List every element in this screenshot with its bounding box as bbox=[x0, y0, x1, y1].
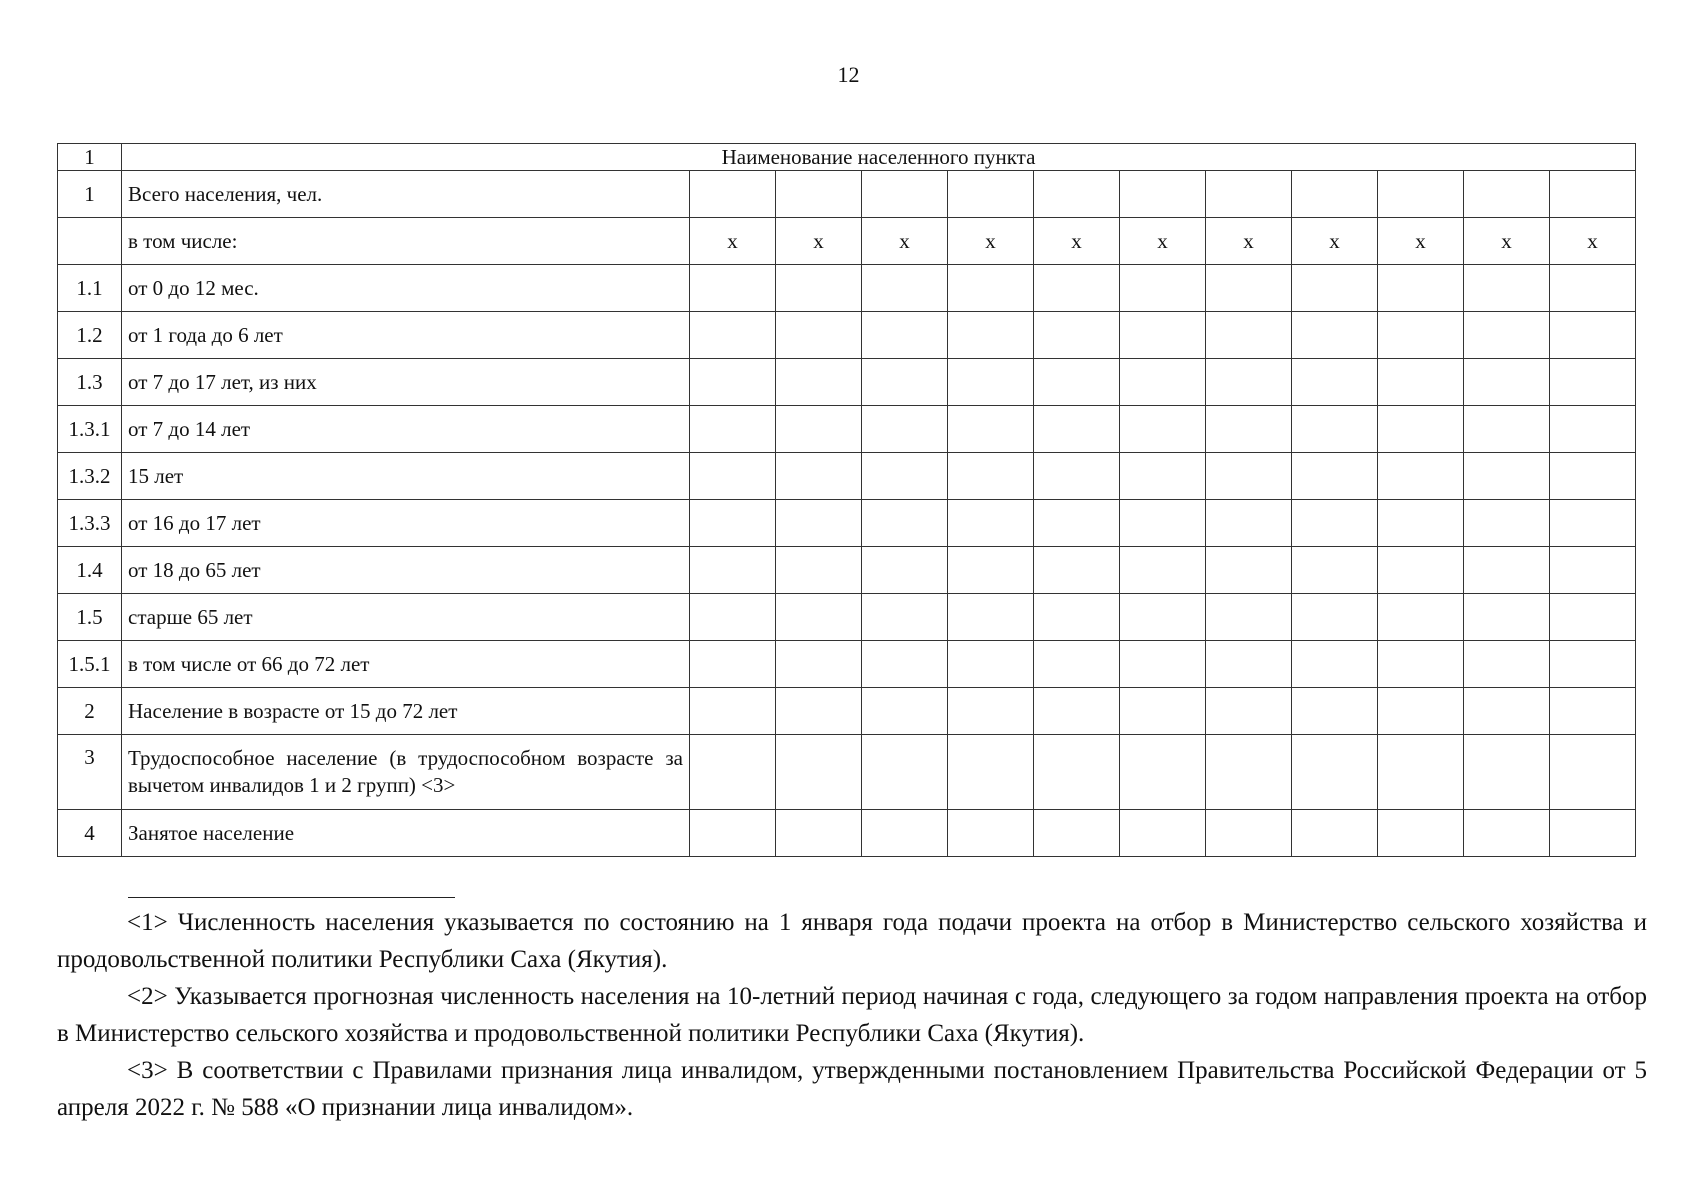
value-cell bbox=[1292, 810, 1378, 857]
value-cell bbox=[1292, 312, 1378, 359]
value-cell bbox=[1206, 547, 1292, 594]
value-cell bbox=[862, 406, 948, 453]
value-cell bbox=[1378, 359, 1464, 406]
value-cell bbox=[948, 359, 1034, 406]
header-num-cell: 1 bbox=[58, 144, 122, 171]
row-number-cell: 4 bbox=[58, 810, 122, 857]
value-cell bbox=[690, 359, 776, 406]
value-cell bbox=[862, 171, 948, 218]
value-cell bbox=[690, 688, 776, 735]
table-row bbox=[58, 500, 1636, 547]
value-cell bbox=[776, 594, 862, 641]
value-cell: х bbox=[1378, 218, 1464, 265]
row-number-cell: 1.5.1 bbox=[58, 641, 122, 688]
value-cell bbox=[948, 312, 1034, 359]
value-cell bbox=[1034, 406, 1120, 453]
value-cell bbox=[776, 406, 862, 453]
row-label-cell: в том числе от 66 до 72 лет bbox=[122, 641, 690, 688]
value-cell bbox=[1464, 641, 1550, 688]
table-row bbox=[58, 218, 1636, 265]
value-cell bbox=[1464, 500, 1550, 547]
value-cell bbox=[1206, 359, 1292, 406]
footnote-separator bbox=[128, 897, 455, 898]
table-row bbox=[58, 735, 1636, 810]
value-cell bbox=[862, 547, 948, 594]
row-number-cell: 2 bbox=[58, 688, 122, 735]
footnotes bbox=[57, 904, 1647, 1126]
value-cell bbox=[1550, 594, 1636, 641]
value-cell bbox=[862, 359, 948, 406]
value-cell bbox=[1120, 641, 1206, 688]
value-cell bbox=[948, 810, 1034, 857]
value-cell bbox=[776, 359, 862, 406]
value-cell bbox=[948, 688, 1034, 735]
value-cell bbox=[1464, 359, 1550, 406]
value-cell bbox=[1464, 594, 1550, 641]
footnote-3: <3> В соответствии с Правилами признания лица инвалидом, утвержденными постановлением Правительства Российской Федерации от 5 апреля 2022 г. № 588 «О признании лица инвалидом». bbox=[57, 1057, 1647, 1121]
value-cell bbox=[690, 265, 776, 312]
value-cell bbox=[1378, 688, 1464, 735]
footnote-1: <1> Численность населения указывается по состоянию на 1 января года подачи проекта на отбор в Министерство сельского хозяйства и продовольственной политики Республики Саха (Якутия). bbox=[57, 909, 1647, 973]
value-cell bbox=[1464, 735, 1550, 810]
value-cell bbox=[690, 594, 776, 641]
value-cell bbox=[1034, 453, 1120, 500]
value-cell bbox=[1464, 312, 1550, 359]
value-cell bbox=[1550, 453, 1636, 500]
value-cell bbox=[1120, 594, 1206, 641]
row-number-cell: 1.1 bbox=[58, 265, 122, 312]
value-cell bbox=[1292, 688, 1378, 735]
row-label-cell: Всего населения, чел. bbox=[122, 171, 690, 218]
value-cell: х bbox=[1206, 218, 1292, 265]
value-cell bbox=[862, 641, 948, 688]
value-cell bbox=[1550, 735, 1636, 810]
value-cell bbox=[1464, 810, 1550, 857]
value-cell bbox=[1206, 500, 1292, 547]
value-cell bbox=[1034, 547, 1120, 594]
value-cell bbox=[1464, 406, 1550, 453]
value-cell bbox=[948, 453, 1034, 500]
row-number-cell: 1.2 bbox=[58, 312, 122, 359]
value-cell bbox=[1378, 735, 1464, 810]
value-cell bbox=[1120, 453, 1206, 500]
population-table bbox=[57, 143, 1636, 857]
row-label-cell: старше 65 лет bbox=[122, 594, 690, 641]
footnote-2: <2> Указывается прогнозная численность населения на 10-летний период начиная с года, следующего за годом направления проекта на отбор в Министерство сельского хозяйства и продовольственной политики Республики Саха (Якутия). bbox=[57, 983, 1647, 1047]
value-cell bbox=[1292, 406, 1378, 453]
value-cell: х bbox=[862, 218, 948, 265]
row-number-cell: 1.3.3 bbox=[58, 500, 122, 547]
value-cell bbox=[1378, 810, 1464, 857]
table-row bbox=[58, 312, 1636, 359]
value-cell: х bbox=[1034, 218, 1120, 265]
value-cell bbox=[1292, 594, 1378, 641]
value-cell bbox=[1034, 265, 1120, 312]
value-cell bbox=[1292, 453, 1378, 500]
row-label-cell: Занятое население bbox=[122, 810, 690, 857]
value-cell bbox=[1464, 453, 1550, 500]
value-cell bbox=[1120, 171, 1206, 218]
table-row bbox=[58, 594, 1636, 641]
value-cell bbox=[1378, 406, 1464, 453]
value-cell bbox=[862, 688, 948, 735]
value-cell bbox=[1378, 171, 1464, 218]
row-label-cell: от 18 до 65 лет bbox=[122, 547, 690, 594]
value-cell bbox=[776, 265, 862, 312]
value-cell bbox=[1292, 171, 1378, 218]
value-cell bbox=[1292, 735, 1378, 810]
value-cell bbox=[690, 453, 776, 500]
table-row bbox=[58, 810, 1636, 857]
value-cell bbox=[862, 453, 948, 500]
value-cell bbox=[1550, 688, 1636, 735]
value-cell bbox=[1034, 688, 1120, 735]
row-label-cell: 15 лет bbox=[122, 453, 690, 500]
value-cell bbox=[1464, 171, 1550, 218]
row-label-cell: Трудоспособное население (в трудоспособном возрасте за вычетом инвалидов 1 и 2 групп) <3> bbox=[122, 735, 690, 810]
table-row bbox=[58, 265, 1636, 312]
value-cell bbox=[1034, 171, 1120, 218]
value-cell bbox=[1034, 810, 1120, 857]
row-number-cell: 1.4 bbox=[58, 547, 122, 594]
value-cell bbox=[862, 312, 948, 359]
table-row bbox=[58, 688, 1636, 735]
value-cell bbox=[862, 265, 948, 312]
value-cell bbox=[776, 735, 862, 810]
value-cell bbox=[1206, 735, 1292, 810]
value-cell bbox=[1206, 453, 1292, 500]
value-cell bbox=[948, 406, 1034, 453]
value-cell bbox=[1378, 500, 1464, 547]
value-cell bbox=[1292, 500, 1378, 547]
value-cell bbox=[1206, 265, 1292, 312]
row-number-cell bbox=[58, 218, 122, 265]
table-row bbox=[58, 641, 1636, 688]
value-cell bbox=[1550, 312, 1636, 359]
value-cell bbox=[1120, 810, 1206, 857]
value-cell bbox=[1550, 810, 1636, 857]
value-cell bbox=[1292, 641, 1378, 688]
value-cell bbox=[1120, 688, 1206, 735]
value-cell bbox=[1464, 265, 1550, 312]
value-cell bbox=[1120, 312, 1206, 359]
value-cell bbox=[690, 406, 776, 453]
value-cell bbox=[1292, 547, 1378, 594]
row-number-cell: 1.3.2 bbox=[58, 453, 122, 500]
value-cell bbox=[948, 641, 1034, 688]
value-cell bbox=[862, 500, 948, 547]
value-cell bbox=[1550, 500, 1636, 547]
value-cell bbox=[1120, 265, 1206, 312]
value-cell bbox=[1206, 312, 1292, 359]
value-cell bbox=[1464, 688, 1550, 735]
value-cell bbox=[1206, 688, 1292, 735]
value-cell bbox=[776, 453, 862, 500]
value-cell: х bbox=[1292, 218, 1378, 265]
value-cell bbox=[1206, 406, 1292, 453]
row-label-cell: в том числе: bbox=[122, 218, 690, 265]
row-label-cell: от 0 до 12 мес. bbox=[122, 265, 690, 312]
value-cell bbox=[1034, 500, 1120, 547]
table-row bbox=[58, 171, 1636, 218]
value-cell bbox=[948, 171, 1034, 218]
value-cell bbox=[776, 641, 862, 688]
value-cell bbox=[862, 594, 948, 641]
value-cell bbox=[1550, 406, 1636, 453]
row-label-cell: от 16 до 17 лет bbox=[122, 500, 690, 547]
table-row bbox=[58, 453, 1636, 500]
value-cell bbox=[1292, 265, 1378, 312]
value-cell bbox=[948, 265, 1034, 312]
value-cell bbox=[1292, 359, 1378, 406]
value-cell bbox=[1550, 265, 1636, 312]
value-cell bbox=[862, 735, 948, 810]
value-cell bbox=[1120, 547, 1206, 594]
value-cell bbox=[776, 547, 862, 594]
value-cell bbox=[1378, 641, 1464, 688]
value-cell: х bbox=[948, 218, 1034, 265]
value-cell bbox=[1550, 641, 1636, 688]
value-cell bbox=[948, 547, 1034, 594]
row-label-cell: Население в возрасте от 15 до 72 лет bbox=[122, 688, 690, 735]
value-cell bbox=[1206, 810, 1292, 857]
row-number-cell: 1.3.1 bbox=[58, 406, 122, 453]
value-cell bbox=[1464, 547, 1550, 594]
value-cell bbox=[1034, 312, 1120, 359]
table-header-row bbox=[58, 144, 1636, 171]
value-cell bbox=[690, 171, 776, 218]
value-cell bbox=[690, 735, 776, 810]
table-row bbox=[58, 359, 1636, 406]
value-cell bbox=[690, 547, 776, 594]
value-cell: х bbox=[1120, 218, 1206, 265]
value-cell bbox=[1034, 641, 1120, 688]
row-number-cell: 3 bbox=[58, 735, 122, 810]
value-cell: х bbox=[1550, 218, 1636, 265]
table-row bbox=[58, 547, 1636, 594]
value-cell bbox=[690, 312, 776, 359]
value-cell bbox=[1378, 547, 1464, 594]
value-cell: х bbox=[1464, 218, 1550, 265]
value-cell bbox=[1034, 735, 1120, 810]
value-cell bbox=[690, 500, 776, 547]
value-cell bbox=[1120, 406, 1206, 453]
value-cell bbox=[1120, 359, 1206, 406]
value-cell: х bbox=[776, 218, 862, 265]
value-cell bbox=[948, 500, 1034, 547]
table-row bbox=[58, 406, 1636, 453]
value-cell bbox=[1120, 500, 1206, 547]
value-cell bbox=[690, 810, 776, 857]
row-label-cell: от 7 до 17 лет, из них bbox=[122, 359, 690, 406]
value-cell bbox=[1034, 594, 1120, 641]
value-cell: х bbox=[690, 218, 776, 265]
value-cell bbox=[1206, 594, 1292, 641]
value-cell bbox=[1378, 312, 1464, 359]
value-cell bbox=[1206, 171, 1292, 218]
page-number: 12 bbox=[837, 62, 860, 87]
row-number-cell: 1 bbox=[58, 171, 122, 218]
value-cell bbox=[948, 735, 1034, 810]
value-cell bbox=[1378, 594, 1464, 641]
row-number-cell: 1.3 bbox=[58, 359, 122, 406]
value-cell bbox=[776, 810, 862, 857]
value-cell bbox=[1206, 641, 1292, 688]
value-cell bbox=[1378, 453, 1464, 500]
value-cell bbox=[776, 500, 862, 547]
row-number-cell: 1.5 bbox=[58, 594, 122, 641]
value-cell bbox=[1550, 359, 1636, 406]
value-cell bbox=[862, 810, 948, 857]
header-title-cell: Наименование населенного пункта bbox=[122, 144, 1636, 171]
value-cell bbox=[1550, 547, 1636, 594]
value-cell bbox=[1120, 735, 1206, 810]
value-cell bbox=[948, 594, 1034, 641]
value-cell bbox=[776, 688, 862, 735]
row-label-cell: от 1 года до 6 лет bbox=[122, 312, 690, 359]
row-label-cell: от 7 до 14 лет bbox=[122, 406, 690, 453]
value-cell bbox=[690, 641, 776, 688]
value-cell bbox=[1378, 265, 1464, 312]
value-cell bbox=[1034, 359, 1120, 406]
value-cell bbox=[776, 171, 862, 218]
value-cell bbox=[1550, 171, 1636, 218]
value-cell bbox=[776, 312, 862, 359]
